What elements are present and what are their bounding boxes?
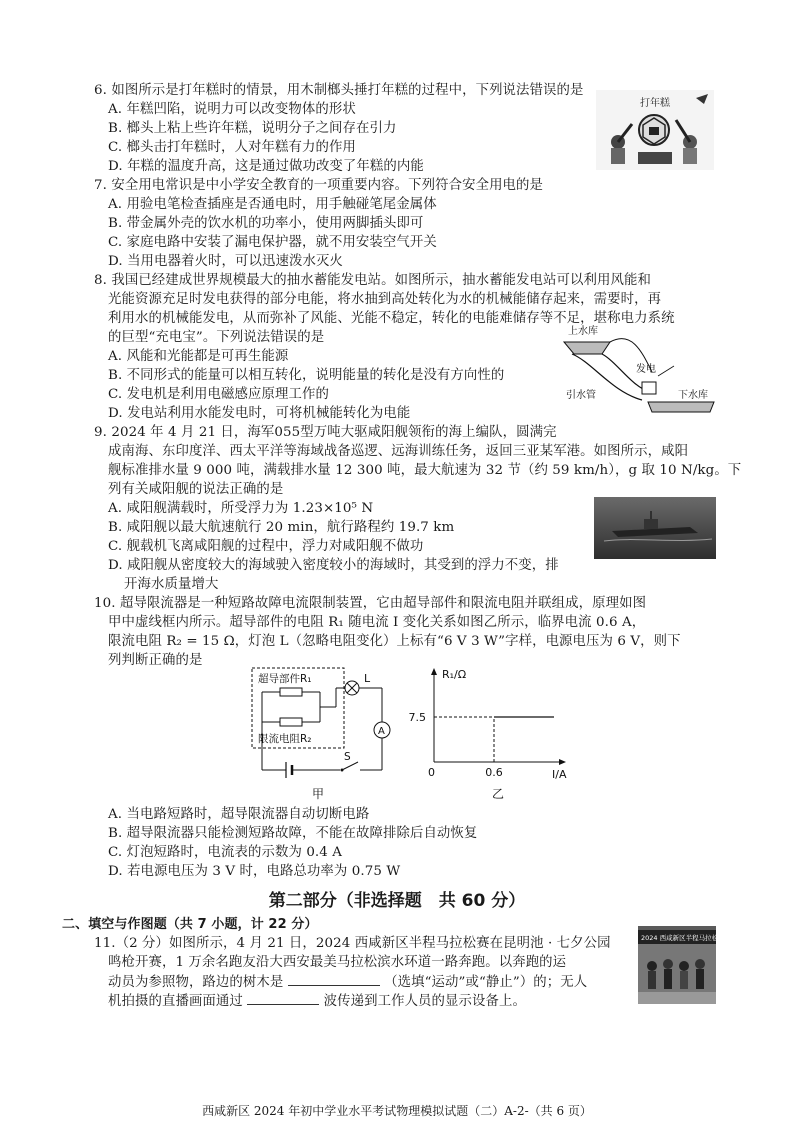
q8-stem-line-1: 8. 我国已经建成世界规模最大的抽水蓄能发电站。如图所示，抽水蓄能发电站可以利用风能和 <box>94 273 651 288</box>
q10-stem-line-4: 列判断正确的是 <box>108 653 203 668</box>
q10-option-d: D. 若电源电压为 3 V 时，电路总功率为 0.75 W <box>108 864 401 879</box>
graph-y-label: R₁/Ω <box>442 668 467 681</box>
q11-text-part-d: 波传递到工作人员的显示设备上。 <box>323 994 526 1009</box>
marathon-banner-text: 2024 西咸新区半程马拉松 <box>641 934 719 942</box>
q9-stem-line-2: 成南海、东印度洋、西太平洋等海域战备巡逻、远海训练任务，返回三亚某军港。如图所示，咸阳 <box>108 444 689 459</box>
q8-option-d: D. 发电站利用水能发电时，可将机械能转化为电能 <box>108 406 411 421</box>
q8-stem-line-3: 利用水的机械能发电，从而弥补了风能、光能不稳定，转化的电能难储存等不足，堪称电力系统 <box>108 311 675 326</box>
q10-stem-line-2: 甲中虚线框内所示。超导部件的电阻 R₁ 随电流 I 变化关系如图乙所示，临界电流 0.6 A， <box>108 615 646 630</box>
rice-cake-illustration <box>596 90 714 170</box>
switch-label: S <box>344 751 351 763</box>
q11-line-4 <box>108 991 526 1011</box>
q7-option-c: C. 家庭电路中安装了漏电保护器，就不用安装空气开关 <box>108 235 437 250</box>
superconductor-label: 超导部件R₁ <box>258 673 312 685</box>
q11-answer-blank-1[interactable] <box>288 972 380 986</box>
graph-origin: 0 <box>428 766 435 779</box>
q11-text-part-c: 机拍摄的直播画面通过 <box>108 994 243 1009</box>
q11-text-part-a: 动员为参照物，路边的树木是 <box>108 975 284 990</box>
q9-stem-line-3: 舰标准排水量 9 000 吨，满载排水量 12 300 吨，最大航速为 32 节（约 59 km/h），g 取 10 N/kg。下 <box>108 463 742 478</box>
graph-ytick-label: 7.5 <box>408 711 426 724</box>
q6-stem: 6. 如图所示是打年糕时的情景，用木制榔头捶打年糕的过程中，下列说法错误的是 <box>94 83 584 98</box>
q6-option-b: B. 榔头上粘上些许年糕，说明分子之间存在引力 <box>108 121 397 136</box>
graph-x-label: I/A <box>552 768 567 781</box>
part-two-heading: 第二部分（非选择题 共 60 分） <box>268 891 526 911</box>
marathon-photo <box>638 926 719 1004</box>
q10-option-b: B. 超导限流器只能检测短路故障，不能在故障排除后自动恢复 <box>108 826 478 841</box>
generator-label: 发电 <box>636 364 656 375</box>
q9-stem-line-1: 9. 2024 年 4 月 21 日，海军055型万吨大驱咸阳舰领衔的海上编队，圆满完 <box>94 425 557 440</box>
q7-option-a: A. 用验电笔检查插座是否通电时，用手触碰笔尾金属体 <box>108 197 437 212</box>
q10-stem-line-1: 10. 超导限流器是一种短路故障电流限制装置，它由超导部件和限流电阻并联组成，原理如图 <box>94 596 647 611</box>
q9-option-d-cont: 开海水质量增大 <box>124 577 219 592</box>
q10-option-a: A. 当电路短路时，超导限流器自动切断电路 <box>108 807 370 822</box>
q7-option-b: B. 带金属外壳的饮水机的功率小，使用两脚插头即可 <box>108 216 424 231</box>
q7-stem: 7. 安全用电常识是中小学安全教育的一项重要内容。下列符合安全用电的是 <box>94 178 544 193</box>
q10-option-c: C. 灯泡短路时，电流表的示数为 0.4 A <box>108 845 343 860</box>
lamp-label: L <box>364 672 371 685</box>
graph-caption: 乙 <box>492 787 505 801</box>
section-two-title: 二、填空与作图题（共 7 小题，计 22 分） <box>62 917 318 932</box>
q8-option-c: C. 发电机是利用电磁感应原理工作的 <box>108 387 329 402</box>
rice-cake-label: 打年糕 <box>640 98 670 109</box>
q11-line-2: 鸣枪开赛，1 万余名跑友沿大西安最美马拉松滨水环道一路奔跑。以奔跑的运 <box>108 955 567 970</box>
q8-stem-line-4: 的巨型“充电宝”。下列说法错误的是 <box>108 330 325 345</box>
q9-option-c: C. 舰载机飞离咸阳舰的过程中，浮力对咸阳舰不做功 <box>108 539 424 554</box>
y-axis-arrow <box>431 668 437 675</box>
ammeter-label: A <box>378 726 385 737</box>
pumped-storage-diagram <box>562 322 718 416</box>
penstock-label: 引水管 <box>566 390 596 401</box>
q9-stem-line-4: 列有关咸阳舰的说法正确的是 <box>108 482 284 497</box>
q6-option-d: D. 年糕的温度升高，这是通过做功改变了年糕的内能 <box>108 159 424 174</box>
q10-stem-line-3: 限流电阻 R₂ = 15 Ω，灯泡 L（忽略电阻变化）上标有“6 V 3 W”字样，电源电压为 6 V，则下 <box>108 634 681 649</box>
q11-text-part-b: （选填“运动”或“静止”）的；无人 <box>384 975 588 990</box>
warship-photo <box>594 497 716 559</box>
q6-option-c: C. 榔头击打年糕时，人对年糕有力的作用 <box>108 140 356 155</box>
resistance-graph <box>408 664 570 804</box>
q11-line-1: 11.（2 分）如图所示，4 月 21 日，2024 西咸新区半程马拉松赛在昆明池 · 七夕公园 <box>94 936 611 951</box>
q7-option-d: D. 当用电器着火时，可以迅速泼水灭火 <box>108 254 343 269</box>
limiting-resistor-label: 限流电阻R₂ <box>258 733 312 745</box>
q8-option-a: A. 风能和光能都是可再生能源 <box>108 349 289 364</box>
page-footer: 西咸新区 2024 年初中学业水平考试物理模拟试题（二）A-2-（共 6 页） <box>202 1104 592 1118</box>
q6-option-a: A. 年糕凹陷，说明力可以改变物体的形状 <box>108 102 356 117</box>
x-axis-arrow <box>559 759 566 765</box>
graph-xtick-label: 0.6 <box>485 766 503 779</box>
lower-reservoir-label: 下水库 <box>678 390 708 401</box>
q11-answer-blank-2[interactable] <box>247 991 319 1005</box>
upper-reservoir-label: 上水库 <box>568 326 598 337</box>
q9-option-b: B. 咸阳舰以最大航速航行 20 min，航行路程约 19.7 km <box>108 520 455 535</box>
q8-option-b: B. 不同形式的能量可以相互转化，说明能量的转化是没有方向性的 <box>108 368 505 383</box>
q9-option-d: D. 咸阳舰从密度较大的海域驶入密度较小的海域时，其受到的浮力不变，排 <box>108 558 559 573</box>
q9-option-a: A. 咸阳舰满载时，所受浮力为 1.23×10⁵ N <box>108 501 374 516</box>
q8-stem-line-2: 光能资源充足时发电获得的部分电能，将水抽到高处转化为水的机械能储存起来，需要时，再 <box>108 292 662 307</box>
circuit-caption: 甲 <box>312 787 325 801</box>
circuit-diagram <box>246 664 396 802</box>
q11-line-3 <box>108 972 587 992</box>
